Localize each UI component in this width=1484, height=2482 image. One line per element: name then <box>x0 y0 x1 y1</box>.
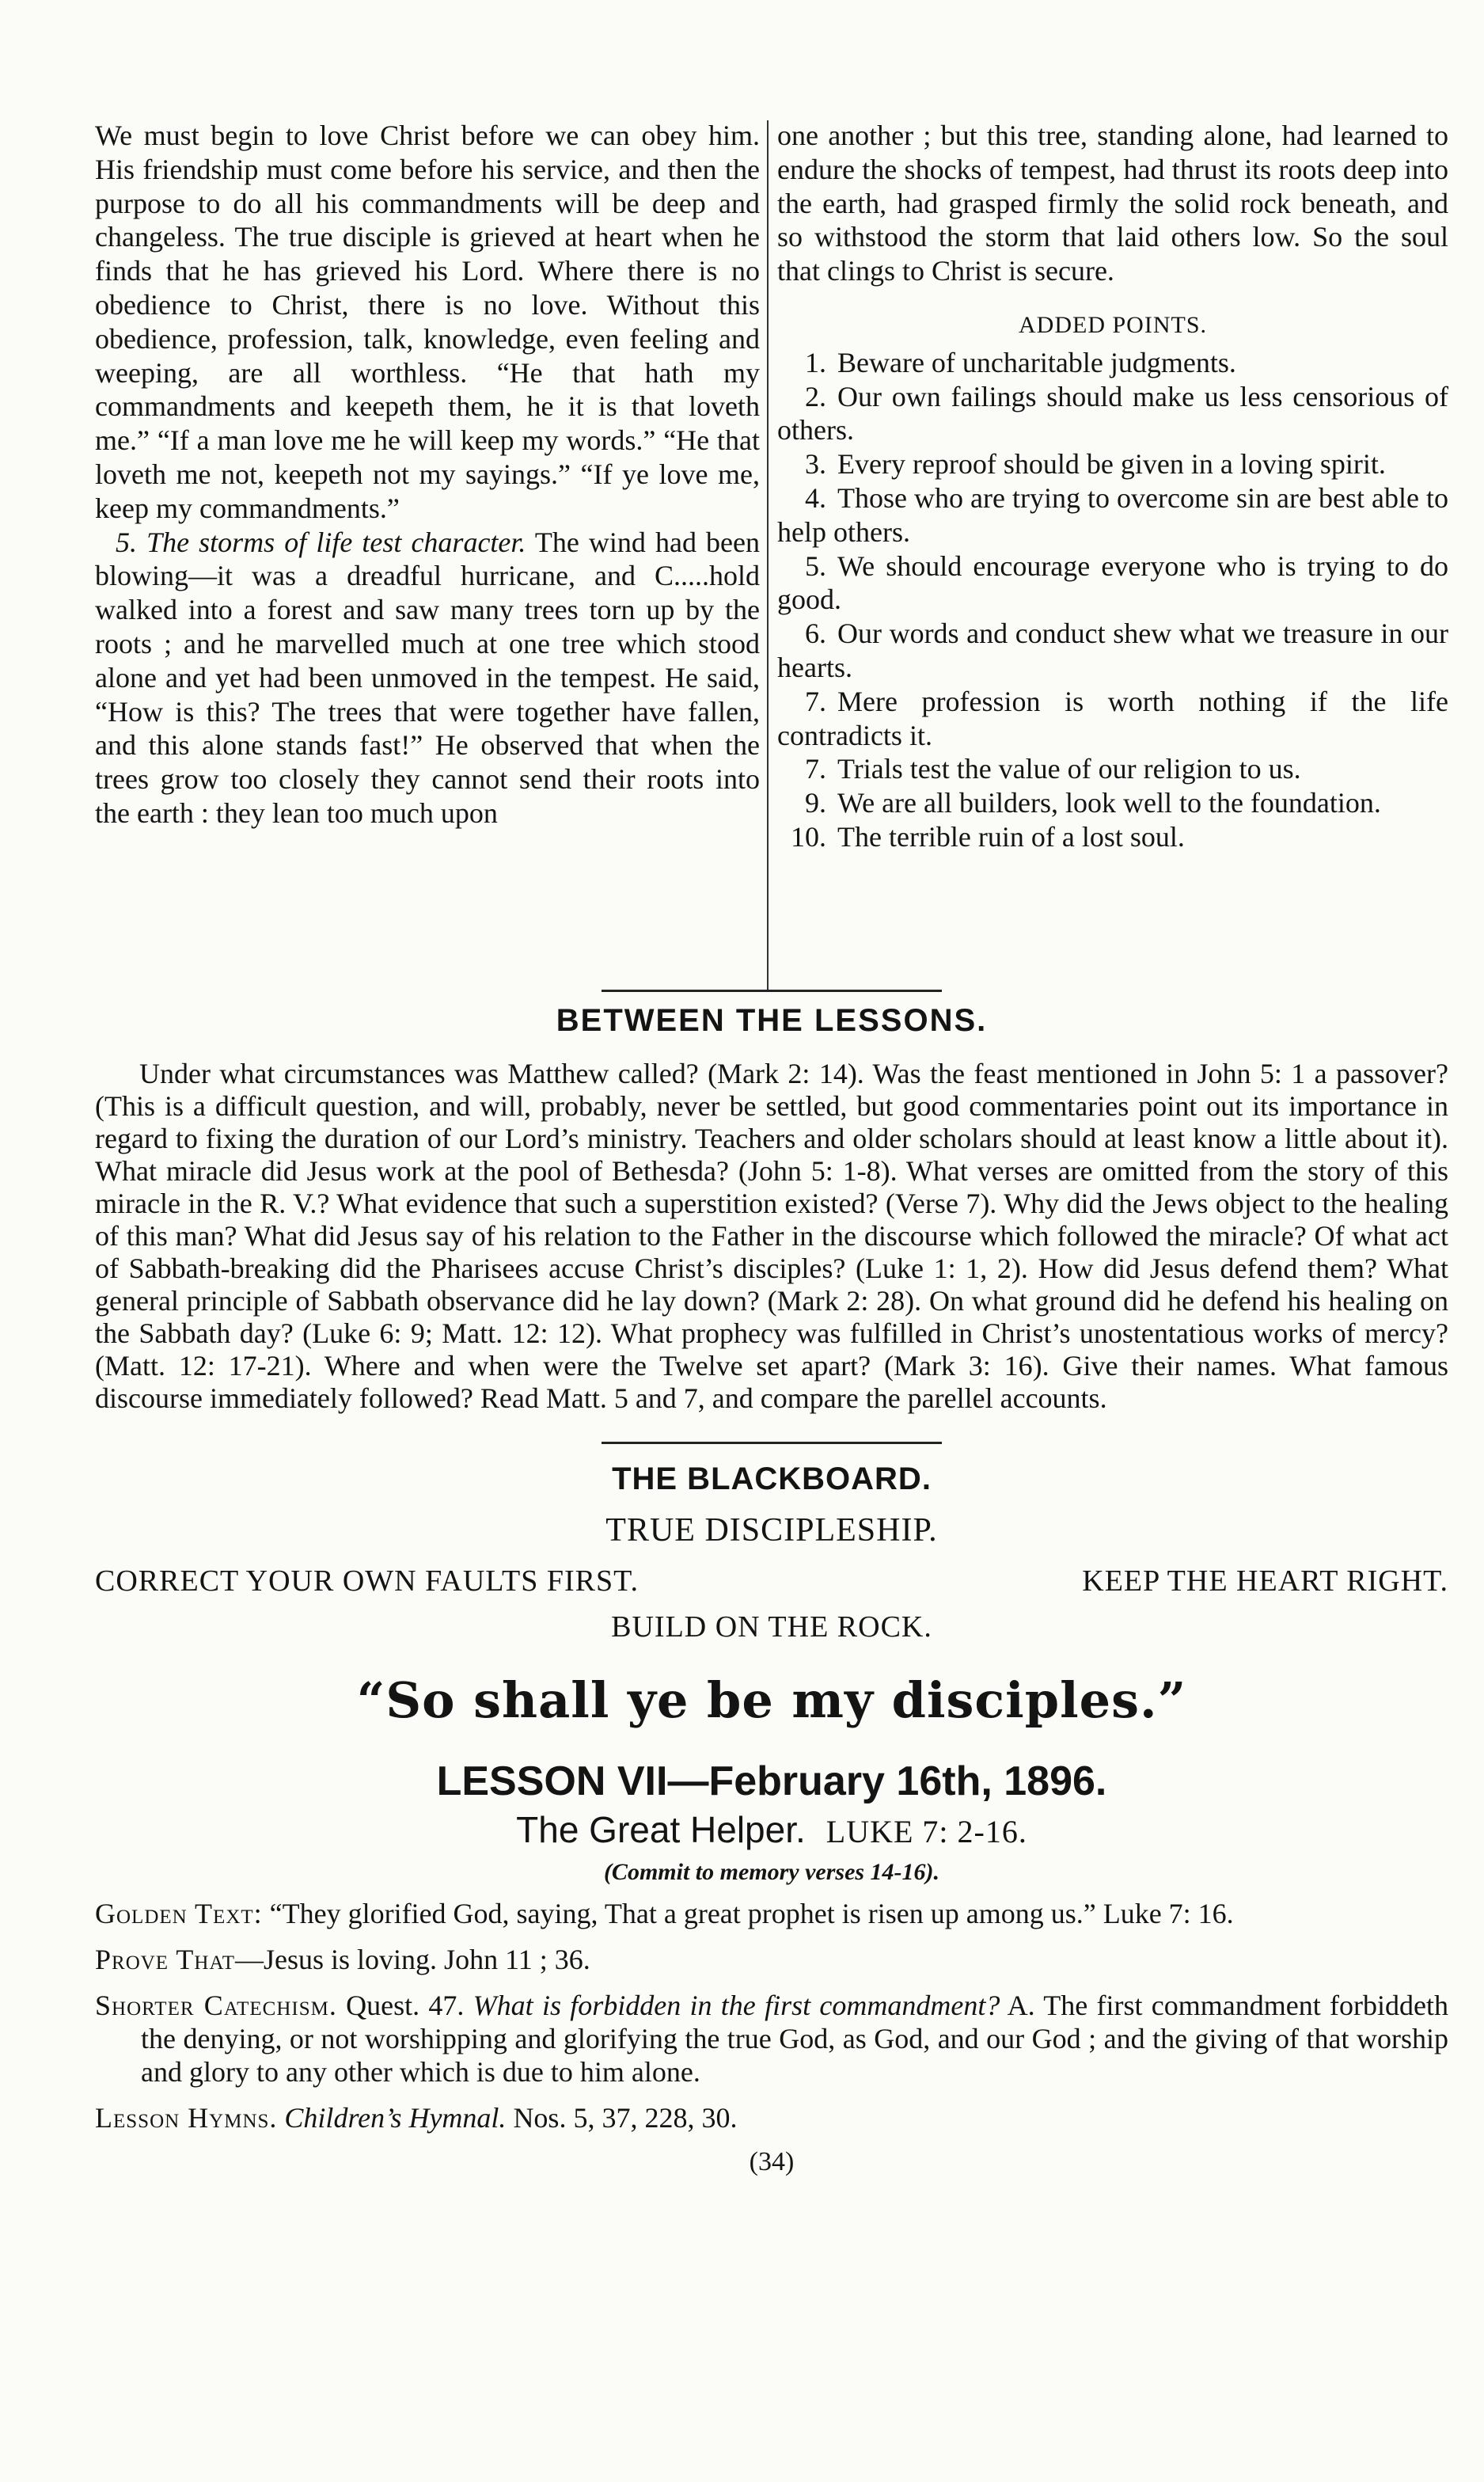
catechism-label: Shorter Catechism. <box>95 1990 337 2021</box>
added-point-number: 7. <box>805 753 826 785</box>
added-point-text: Our own failings should make us less censorious of others. <box>777 380 1448 447</box>
blackboard-title: TRUE DISCIPLESHIP. <box>605 1512 938 1549</box>
storms-text: The wind had been blowing—it was a dreadful hurricane, and C.....hold walked into a forest and saw many trees torn up by the roots ; and he marvelled much at one tree which stood alone and yet had been unmoved in the tempest. He said, “How is this? The trees that were together have fallen, and this alone stands fast!” He observed that when the trees grow too closely they cannot send their roots into the earth : they lean too much upon <box>95 526 760 829</box>
added-point <box>777 380 1448 448</box>
hymns-book: Children’s Hymnal. <box>277 2102 507 2134</box>
added-point <box>777 346 1448 380</box>
blackboard-build: BUILD ON THE ROCK. <box>611 1610 932 1644</box>
storms-paragraph <box>95 526 760 831</box>
added-point-text: We should encourage everyone who is trying to do good. <box>777 549 1448 616</box>
lesson-subheading <box>95 1808 1448 1851</box>
lesson-reference: LUKE 7: 2-16. <box>825 1814 1027 1849</box>
hymns-numbers: Nos. 5, 37, 228, 30. <box>506 2102 738 2134</box>
column-divider <box>767 120 769 990</box>
hymns-label: Lesson Hymns. <box>95 2102 278 2134</box>
lesson-heading: LESSON VII—February 16th, 1896. <box>436 1758 1107 1804</box>
added-point-number: 2. <box>805 380 826 412</box>
added-point <box>777 617 1448 685</box>
lesson-hymns <box>95 2101 1448 2134</box>
prove-that <box>95 1943 1448 1976</box>
blackboard-right: KEEP THE HEART RIGHT. <box>1082 1564 1448 1598</box>
added-point-number: 7. <box>805 685 826 717</box>
added-point <box>777 447 1448 481</box>
added-point <box>777 752 1448 786</box>
added-point-number: 4. <box>805 481 826 514</box>
added-point-text: Mere profession is worth nothing if the life contradicts it. <box>777 685 1448 751</box>
between-lessons-heading: BETWEEN THE LESSONS. <box>556 1003 988 1038</box>
added-point-number: 9. <box>805 787 826 819</box>
page-number: (34) <box>749 2147 795 2176</box>
storms-label: 5. The storms of life test character. <box>116 526 526 558</box>
added-point-number: 3. <box>805 448 826 481</box>
added-points-list <box>777 346 1448 854</box>
added-point <box>777 820 1448 854</box>
section-rule <box>602 1442 942 1444</box>
added-point-text: We are all builders, look well to the foundation. <box>837 787 1381 819</box>
added-point-number: 10. <box>791 820 826 853</box>
section-rule <box>602 990 942 992</box>
commit-note: (Commit to memory verses 14-16). <box>603 1859 940 1885</box>
added-point-number: 1. <box>805 346 826 378</box>
page <box>95 119 1448 2177</box>
two-column-section <box>95 119 1448 990</box>
added-point <box>777 685 1448 753</box>
between-lessons-body: Under what circumstances was Matthew called? (Mark 2: 14). Was the feast mentioned in John 5: 1 a passover? (This is a difficult question, and will, probably, never be settled, but good commentaries point out its importance in regard to fixing the duration of our Lord’s ministry. Teachers and older scholars should at least know a little about it). What miracle did Jesus work at the pool of Bethesda? (John 5: 1-8). What verses are omitted from the story of this miracle in the R. V.? What evidence that such a superstition existed? (Verse 7). Why did the Jews object to the healing of this man? What did Jesus say of his relation to the Father in the discourse which followed the miracle? Of what act of Sabbath-breaking did the Pharisees accuse Christ’s disciples? (Luke 1: 1, 2). How did Jesus defend them? What general principle of Sabbath observance did he lay down? (Mark 2: 28). On what ground did he defend his healing on the Sabbath day? (Luke 6: 9; Matt. 12: 12). What prophecy was fulfilled in Christ’s unostentatious works of mercy? (Matt. 12: 17-21). Where and when were the Twelve set apart? (Mark 3: 16). Give their names. What famous discourse immediately followed? Read Matt. 5 and 7, and compare the parellel accounts. <box>95 1058 1448 1414</box>
right-column <box>777 119 1448 854</box>
added-point-text: Every reproof should be given in a loving spirit. <box>837 448 1386 481</box>
added-points-heading: ADDED POINTS. <box>1019 311 1207 338</box>
prove-label: Prove That <box>95 1944 236 1975</box>
prove-body: —Jesus is loving. John 11 ; 36. <box>235 1944 590 1975</box>
lesson-title: The Great Helper. <box>516 1809 806 1850</box>
left-column <box>95 119 760 831</box>
added-point <box>777 481 1448 549</box>
right-paragraph: one another ; but this tree, standing alone, had learned to endure the shocks of tempest, had thrust its roots deep into the earth, had grasped firmly the solid rock beneath, and so withstood the storm that laid others low. So the soul that clings to Christ is secure. <box>777 120 1448 287</box>
added-point-text: Beware of uncharitable judgments. <box>837 346 1236 378</box>
golden-body: “They glorified God, saying, That a great prophet is risen up among us.” Luke 7: 16. <box>262 1898 1234 1929</box>
catechism-quest: Quest. 47. <box>336 1990 473 2021</box>
blackboard-heading: THE BLACKBOA⁠R⁠D. <box>612 1461 932 1496</box>
golden-text <box>95 1897 1448 1930</box>
added-point-text: Those who are trying to overcome sin are best able to help others. <box>777 481 1448 548</box>
left-paragraph: We must begin to love Christ before we can obey him. His friendship must come before his service, and then the purpose to do all his commandments will be deep and changeless. The true disciple is grieved at heart when he finds that he has grieved his Lord. Where there is no obedience to Christ, there is no love. Without this obedience, profession, talk, knowledge, even feeling and weeping, are all worthless. “He that hath my commandments and keepeth them, he it is that loveth me.” “If a man love me he will keep my words.” “He that loveth me not, keepeth not my sayings.” “If ye love me, keep my commandments.” <box>95 120 760 524</box>
added-point-text: Our words and conduct shew what we treasure in our hearts. <box>777 618 1448 683</box>
added-point-number: 6. <box>805 618 826 650</box>
added-point-text: Trials test the value of our religion to us. <box>837 753 1301 785</box>
blackboard-row <box>95 1564 1448 1598</box>
added-point <box>777 786 1448 820</box>
added-point <box>777 549 1448 618</box>
catechism-answer: A. The first commandment forbiddeth the denying, or not worshipping and glorifying the true God, as God, and our God ; and the giving of that worship and glory to any other which is due to him alone. <box>141 1990 1448 2088</box>
golden-label: Golden Text: <box>95 1898 263 1929</box>
blackboard-left: CORRECT YOUR OWN FAULTS FIRST. <box>95 1564 640 1598</box>
blackboard-motto: “So shall ye be my disciples.” <box>356 1671 1187 1729</box>
shorter-catechism <box>95 1989 1448 2089</box>
added-point-number: 5. <box>805 549 826 582</box>
catechism-question: What is forbidden in the first commandment? <box>473 1990 1000 2021</box>
added-point-text: The terrible ruin of a lost soul. <box>837 820 1185 853</box>
